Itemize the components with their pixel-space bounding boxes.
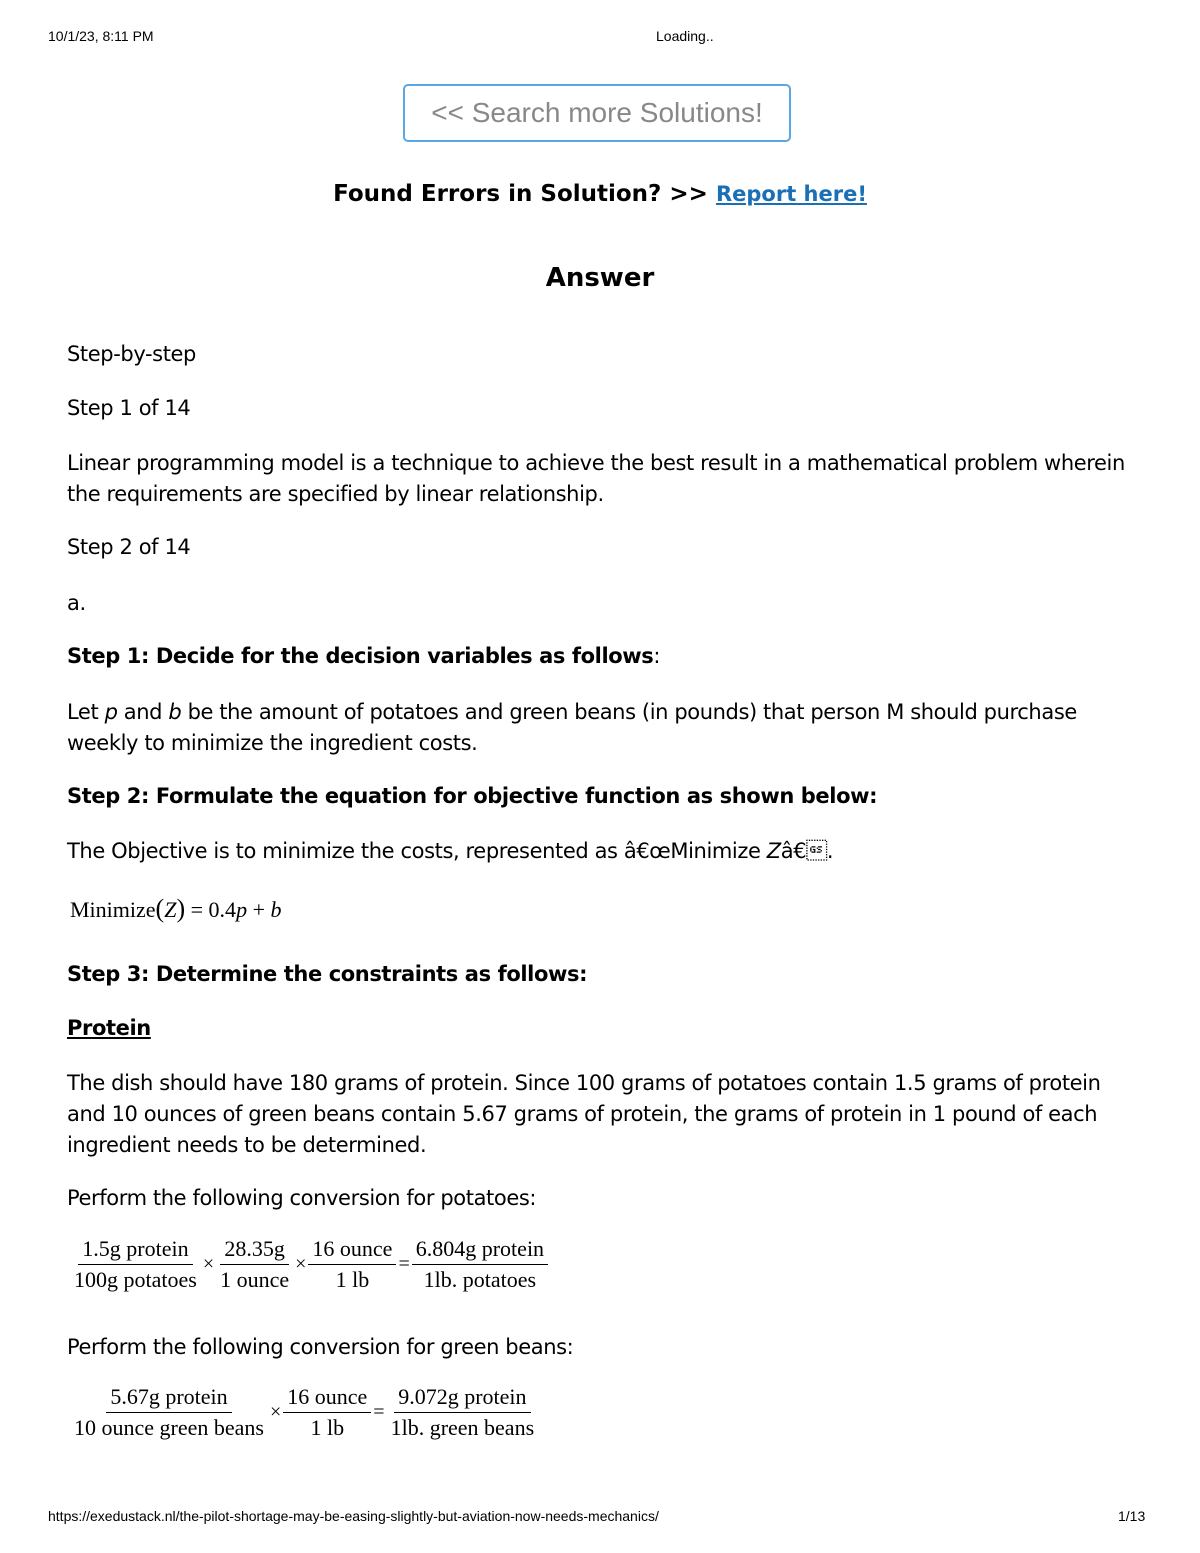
- potato-result-fraction: $\frac{\text{6.804g protein}}{\text{1lb. potatoes}}$: [412, 1236, 548, 1293]
- bean-result-fraction: $\frac{\text{9.072g protein}}{\text{1lb. green beans}}$: [390, 1384, 535, 1440]
- times-sign: ×: [295, 1253, 307, 1275]
- objective-text: The Objective is to minimize the costs, represented as â€œMinimize: [67, 839, 767, 863]
- equals-sign: =: [373, 1401, 385, 1423]
- intro-paragraph: Linear programming model is a technique to achieve the best result in a mathematical problem wherein the requirements are specified by linear relationship.: [67, 451, 1125, 506]
- search-more-solutions-button[interactable]: << Search more Solutions!: [403, 84, 791, 142]
- found-errors-line: [0, 181, 1200, 207]
- step-by-step-label: Step-by-step: [67, 342, 196, 366]
- step3-constraints-heading: Step 3: Determine the constraints as follows:: [67, 962, 588, 986]
- eq-var-z: Z: [164, 897, 177, 922]
- eq-coef: = 0.4: [190, 897, 237, 922]
- minimize-word: Minimize: [70, 897, 156, 922]
- objective-paragraph: [67, 836, 1137, 867]
- step2-objective-heading: Step 2: Formulate the equation for objective function as shown below:: [67, 784, 878, 808]
- print-page-number: 1/13: [1118, 1508, 1146, 1524]
- and-text: and: [117, 700, 169, 724]
- times-sign: ×: [269, 1401, 282, 1423]
- report-here-link[interactable]: Report here!: [715, 182, 867, 206]
- potato-fraction-3: $\frac{\text{16 ounce}}{1 lb}$: [308, 1236, 396, 1293]
- minimize-equation: Minimize(Z) = 0.4p + b: [70, 894, 282, 923]
- equals-sign: =: [398, 1253, 410, 1275]
- eq-var-b: b: [270, 897, 282, 922]
- decision-description: be the amount of potatoes and green beans (in pounds) that person M should purchase weekly to minimize the ingredient costs.: [67, 700, 1077, 755]
- decision-variables-paragraph: [67, 697, 1137, 759]
- var-b: b: [168, 700, 182, 724]
- step1-colon: :: [653, 644, 661, 668]
- print-url: https://exedustack.nl/the-pilot-shortage-may-be-easing-slightly-but-aviation-now-needs-mechanics/: [48, 1508, 659, 1524]
- times-sign: ×: [202, 1253, 215, 1275]
- var-p: p: [104, 700, 118, 724]
- potatoes-conversion-label: Perform the following conversion for potatoes:: [67, 1186, 537, 1210]
- bean-fraction-2: $\frac{\text{16 ounce}}{1 lb}$: [283, 1384, 371, 1441]
- protein-heading: Protein: [67, 1016, 151, 1040]
- found-errors-text: Found Errors in Solution? >>: [333, 181, 716, 207]
- step-2-of-14-header: Step 2 of 14: [67, 535, 191, 559]
- bean-conversion-equation: [70, 1384, 538, 1441]
- potato-conversion-equation: [70, 1236, 548, 1293]
- bean-fraction-1: $\frac{\text{5.67g protein}}{\text{10 ounce green beans}}$: [74, 1384, 264, 1440]
- step1-decision-variables: [67, 641, 1137, 672]
- beans-conversion-label: Perform the following conversion for green beans:: [67, 1335, 574, 1359]
- answer-heading: Answer: [545, 263, 655, 293]
- potato-fraction-1: $\frac{\text{1.5g protein}}{\text{100g potatoes}}$: [74, 1236, 197, 1292]
- eq-var-p: p: [236, 897, 248, 922]
- var-z: Z: [766, 839, 781, 863]
- step-1-of-14-header: Step 1 of 14: [67, 396, 191, 420]
- potato-fraction-2: $\frac{28.35g}{\text{1 ounce}}$: [220, 1236, 290, 1292]
- protein-paragraph: The dish should have 180 grams of protein. Since 100 grams of potatoes contain 1.5 grams of protein and 10 ounces of green beans contain 5.67 grams of protein, the grams of protein in 1 pound of each ingredient needs to be determined.: [67, 1071, 1101, 1157]
- objective-suffix: â€ .: [780, 839, 834, 863]
- part-a-label: a.: [67, 591, 86, 615]
- let-text: Let: [67, 700, 105, 724]
- eq-plus: +: [247, 897, 271, 922]
- print-datetime: 10/1/23, 8:11 PM: [48, 28, 154, 44]
- print-page-title: Loading..: [656, 28, 714, 44]
- step1-heading: Step 1: Decide for the decision variables as follows: [67, 644, 654, 668]
